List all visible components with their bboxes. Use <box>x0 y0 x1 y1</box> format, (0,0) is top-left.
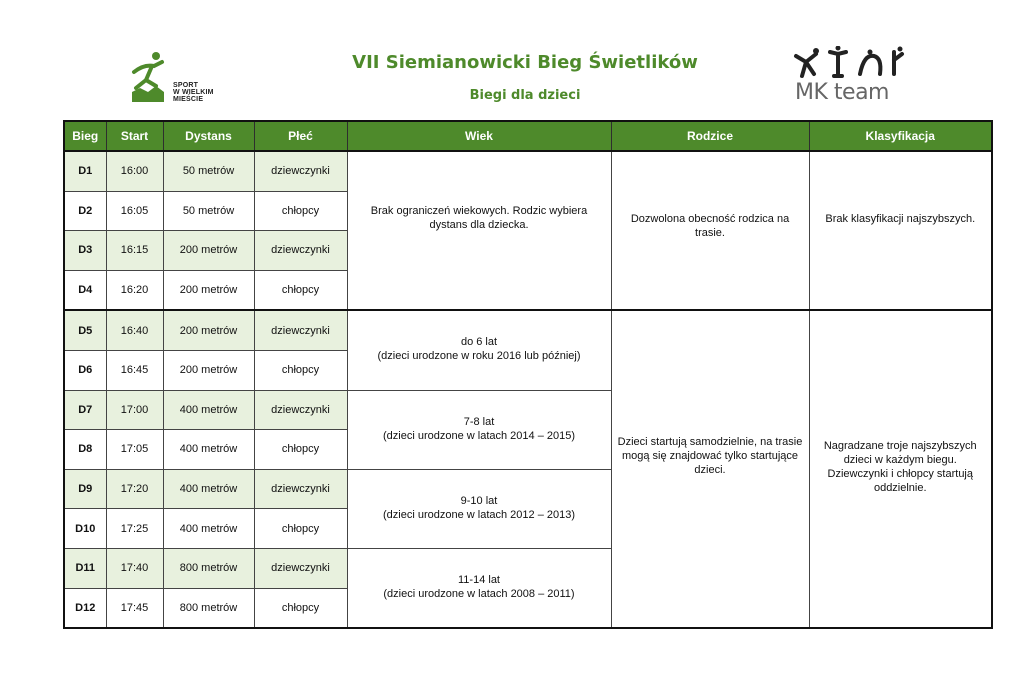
cell-dystans: 800 metrów <box>163 548 254 588</box>
cell-dystans: 400 metrów <box>163 430 254 470</box>
cell-plec: dziewczynki <box>254 151 347 191</box>
page-title: VII Siemianowicki Bieg Świetlików <box>352 52 698 73</box>
birth-years: (dzieci urodzone w latach 2012 – 2013) <box>382 508 575 521</box>
cell-start: 16:20 <box>106 270 163 310</box>
age-range: 9-10 lat <box>460 494 498 507</box>
cell-wiek-age-group <box>347 390 611 469</box>
schedule-table <box>63 120 993 629</box>
cell-plec: chłopcy <box>254 270 347 310</box>
cell-plec: chłopcy <box>254 509 347 549</box>
cell-dystans: 200 metrów <box>163 350 254 390</box>
cell-plec: chłopcy <box>254 191 347 231</box>
cell-bieg: D12 <box>64 588 106 628</box>
table-header-row <box>64 121 992 151</box>
klasyfikacja-text: Dziewczynki i chłopcy startują oddzielnie. <box>827 468 973 495</box>
cell-dystans: 50 metrów <box>163 191 254 231</box>
cell-plec: chłopcy <box>254 430 347 470</box>
cell-rodzice-group1: Dozwolona obecność rodzica na trasie. <box>611 151 809 310</box>
table-row <box>64 151 992 191</box>
cell-start: 16:40 <box>106 310 163 350</box>
cell-dystans: 400 metrów <box>163 469 254 509</box>
cell-plec: dziewczynki <box>254 390 347 430</box>
logo-text-line: MIEŚCIE <box>173 96 204 103</box>
cell-wiek-age-group <box>347 469 611 548</box>
runner-logo-icon <box>130 50 174 104</box>
cell-plec: chłopcy <box>254 350 347 390</box>
cell-start: 16:15 <box>106 231 163 271</box>
col-header-bieg: Bieg <box>64 121 106 151</box>
cell-bieg: D5 <box>64 310 106 350</box>
cell-plec: dziewczynki <box>254 469 347 509</box>
cell-dystans: 200 metrów <box>163 270 254 310</box>
cell-start: 17:45 <box>106 588 163 628</box>
cell-bieg: D11 <box>64 548 106 588</box>
cell-bieg: D2 <box>64 191 106 231</box>
cell-start: 17:25 <box>106 509 163 549</box>
cell-klasyfikacja-group1: Brak klasyfikacji najszybszych. <box>809 151 992 310</box>
col-header-dystans: Dystans <box>163 121 254 151</box>
mk-team-logo <box>790 46 910 108</box>
age-range: 7-8 lat <box>463 415 495 428</box>
cell-dystans: 200 metrów <box>163 310 254 350</box>
cell-start: 17:20 <box>106 469 163 509</box>
cell-plec: dziewczynki <box>254 310 347 350</box>
cell-dystans: 50 metrów <box>163 151 254 191</box>
cell-start: 17:40 <box>106 548 163 588</box>
cell-bieg: D4 <box>64 270 106 310</box>
cell-start: 16:45 <box>106 350 163 390</box>
gymnasts-icon <box>790 46 910 80</box>
cell-bieg: D10 <box>64 509 106 549</box>
cell-wiek-age-group <box>347 310 611 390</box>
logo-text-line: SPORT <box>173 82 199 89</box>
cell-start: 16:05 <box>106 191 163 231</box>
col-header-plec: Płeć <box>254 121 347 151</box>
cell-rodzice-group2: Dzieci startują samodzielnie, na trasie mogą się znajdować tylko startujące dzieci. <box>611 310 809 628</box>
cell-bieg: D6 <box>64 350 106 390</box>
cell-bieg: D7 <box>64 390 106 430</box>
cell-dystans: 200 metrów <box>163 231 254 271</box>
age-range: do 6 lat <box>460 336 498 349</box>
cell-plec: dziewczynki <box>254 231 347 271</box>
col-header-wiek: Wiek <box>347 121 611 151</box>
cell-bieg: D3 <box>64 231 106 271</box>
cell-dystans: 400 metrów <box>163 390 254 430</box>
cell-plec: chłopcy <box>254 588 347 628</box>
col-header-start: Start <box>106 121 163 151</box>
cell-plec: dziewczynki <box>254 548 347 588</box>
logo-text-line: W WIELKIM <box>173 89 214 96</box>
page-subtitle: Biegi dla dzieci <box>469 88 581 103</box>
cell-start: 16:00 <box>106 151 163 191</box>
cell-bieg: D8 <box>64 430 106 470</box>
table-row <box>64 310 992 350</box>
age-range: 11-14 lat <box>458 573 500 586</box>
klasyfikacja-text: Nagradzane troje najszybszych dzieci w każdym biegu. <box>823 440 977 467</box>
cell-bieg: D1 <box>64 151 106 191</box>
cell-start: 17:05 <box>106 430 163 470</box>
cell-bieg: D9 <box>64 469 106 509</box>
col-header-klasyfikacja: Klasyfikacja <box>809 121 992 151</box>
cell-dystans: 400 metrów <box>163 509 254 549</box>
birth-years: (dzieci urodzone w latach 2008 – 2011) <box>383 587 575 600</box>
cell-wiek-age-group <box>347 548 611 628</box>
cell-start: 17:00 <box>106 390 163 430</box>
birth-years: (dzieci urodzone w roku 2016 lub później) <box>377 350 581 363</box>
cell-wiek-group1: Brak ograniczeń wiekowych. Rodzic wybiera dystans dla dziecka. <box>347 151 611 310</box>
sport-logo <box>130 50 240 106</box>
mk-team-text: MK team <box>795 80 889 105</box>
cell-klasyfikacja-group2 <box>809 310 992 628</box>
birth-years: (dzieci urodzone w latach 2014 – 2015) <box>382 429 575 442</box>
col-header-rodzice: Rodzice <box>611 121 809 151</box>
cell-dystans: 800 metrów <box>163 588 254 628</box>
